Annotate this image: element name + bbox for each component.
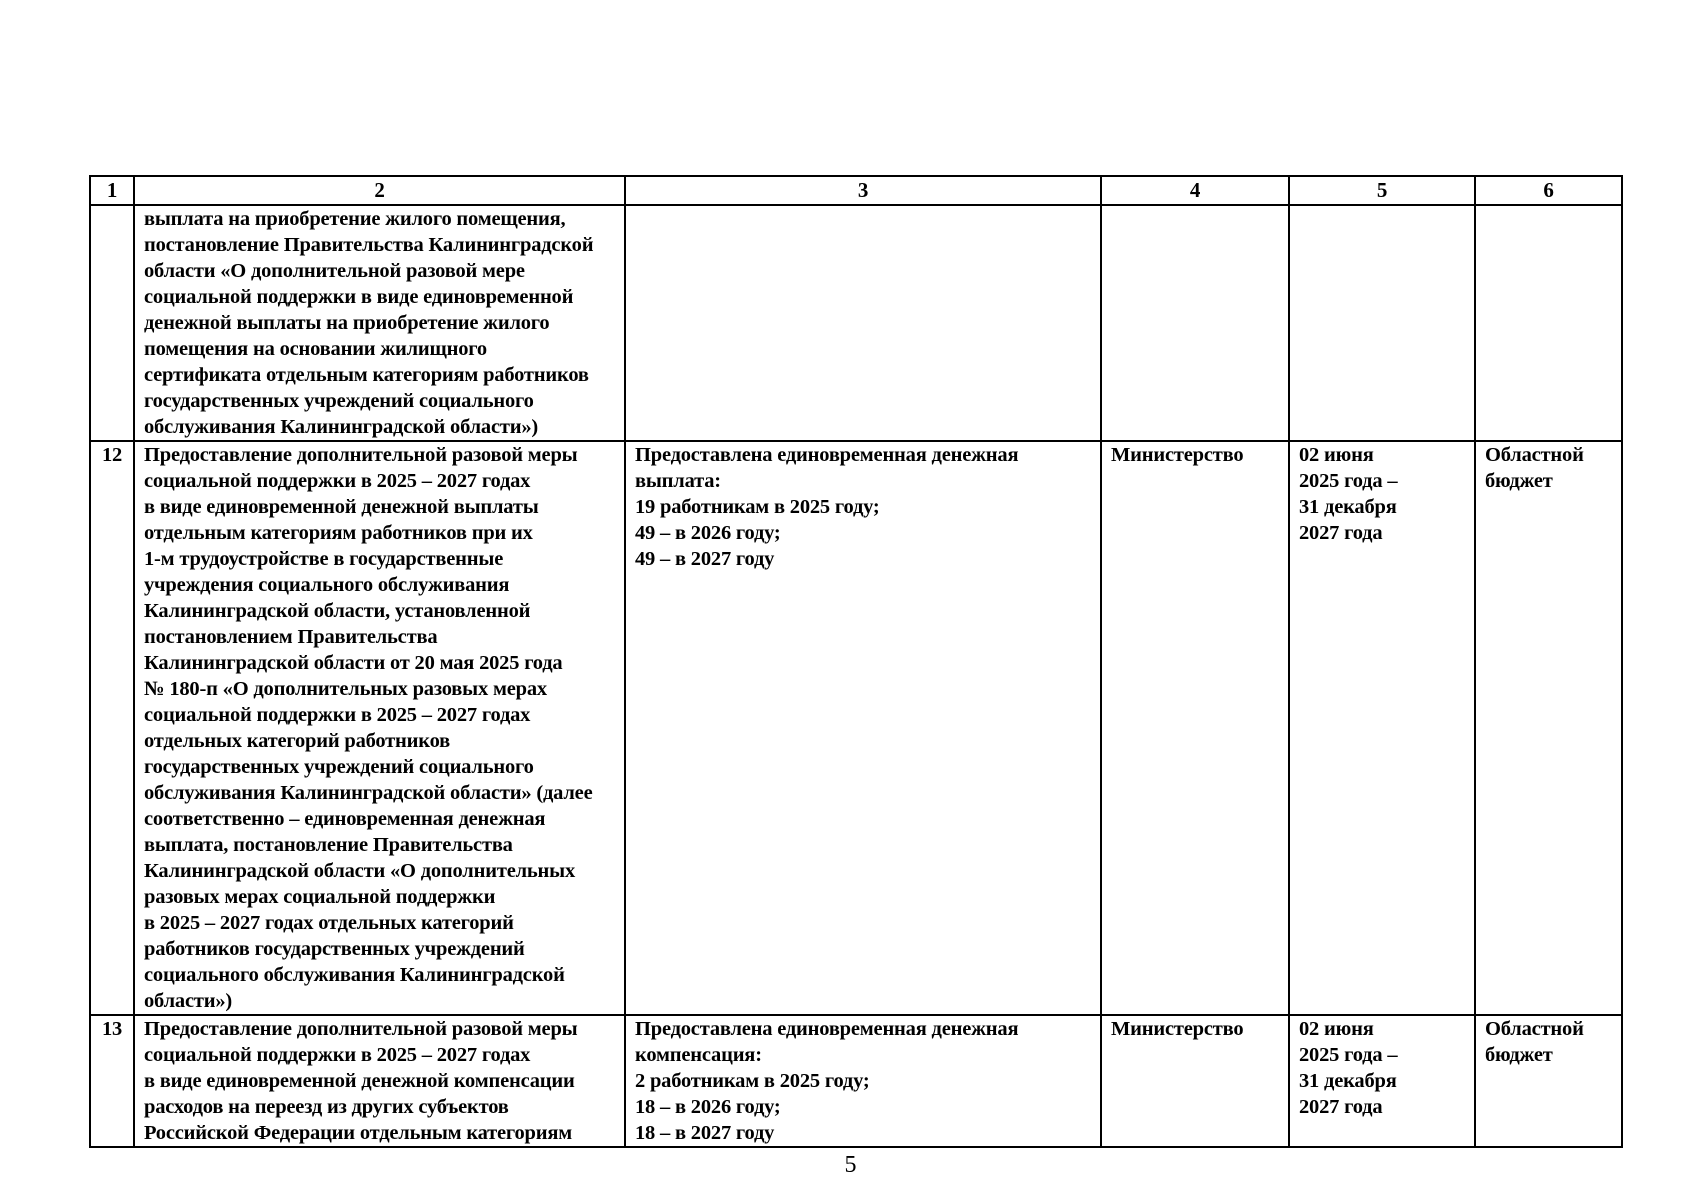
header-row	[90, 176, 1622, 205]
executor-cell: Министерство	[1101, 441, 1289, 1015]
row-number-cell: 13	[90, 1015, 134, 1147]
measure-cell: Предоставление дополнительной разовой меры социальной поддержки в 2025 – 2027 годах в виде единовременной денежной компенсации расходов на переезд из других субъектов Российской Федерации отдельным категориям	[134, 1015, 625, 1147]
executor-cell: Министерство	[1101, 1015, 1289, 1147]
table-row	[90, 441, 1622, 1015]
column-header-1: 1	[90, 176, 134, 205]
column-header-2: 2	[134, 176, 625, 205]
measures-table	[89, 175, 1623, 1148]
measure-cell: выплата на приобретение жилого помещения, постановление Правительства Калининградской области «О дополнительной разовой мере социальной поддержки в виде единовременной денежной выплаты на приобретение жилого помещения на основании жилищного сертификата отдельным категориям работников государственных учреждений социального обслуживания Калининградской области»)	[134, 205, 625, 441]
table-row	[90, 1015, 1622, 1147]
funding-source-cell: Областной бюджет	[1475, 441, 1622, 1015]
row-number-cell	[90, 205, 134, 441]
funding-source-cell: Областной бюджет	[1475, 1015, 1622, 1147]
column-header-5: 5	[1289, 176, 1475, 205]
result-cell	[625, 205, 1101, 441]
column-header-6: 6	[1475, 176, 1622, 205]
table-row	[90, 205, 1622, 441]
column-header-3: 3	[625, 176, 1101, 205]
funding-source-cell	[1475, 205, 1622, 441]
term-cell: 02 июня 2025 года – 31 декабря 2027 года	[1289, 1015, 1475, 1147]
term-cell: 02 июня 2025 года – 31 декабря 2027 года	[1289, 441, 1475, 1015]
page-number: 5	[844, 1152, 857, 1178]
column-header-4: 4	[1101, 176, 1289, 205]
measure-cell: Предоставление дополнительной разовой меры социальной поддержки в 2025 – 2027 годах в виде единовременной денежной выплаты отдельным категориям работников при их 1-м трудоустройстве в государственные учреждения социального обслуживания Калининградской области, установленной постановлением Правительства Калининградской области от 20 мая 2025 года № 180-п «О дополнительных разовых мерах социальной поддержки в 2025 – 2027 годах отдельных категорий работников государственных учреждений социального обслуживания Калининградской области» (далее соответственно – единовременная денежная выплата, постановление Правительства Калининградской области «О дополнительных разовых мерах социальной поддержки в 2025 – 2027 годах отдельных категорий работников государственных учреждений социального обслуживания Калининградской области»)	[134, 441, 625, 1015]
result-cell: Предоставлена единовременная денежная компенсация: 2 работникам в 2025 году; 18 – в 2026 году; 18 – в 2027 году	[625, 1015, 1101, 1147]
term-cell	[1289, 205, 1475, 441]
result-cell: Предоставлена единовременная денежная выплата: 19 работникам в 2025 году; 49 – в 2026 году; 49 – в 2027 году	[625, 441, 1101, 1015]
row-number-cell: 12	[90, 441, 134, 1015]
executor-cell	[1101, 205, 1289, 441]
